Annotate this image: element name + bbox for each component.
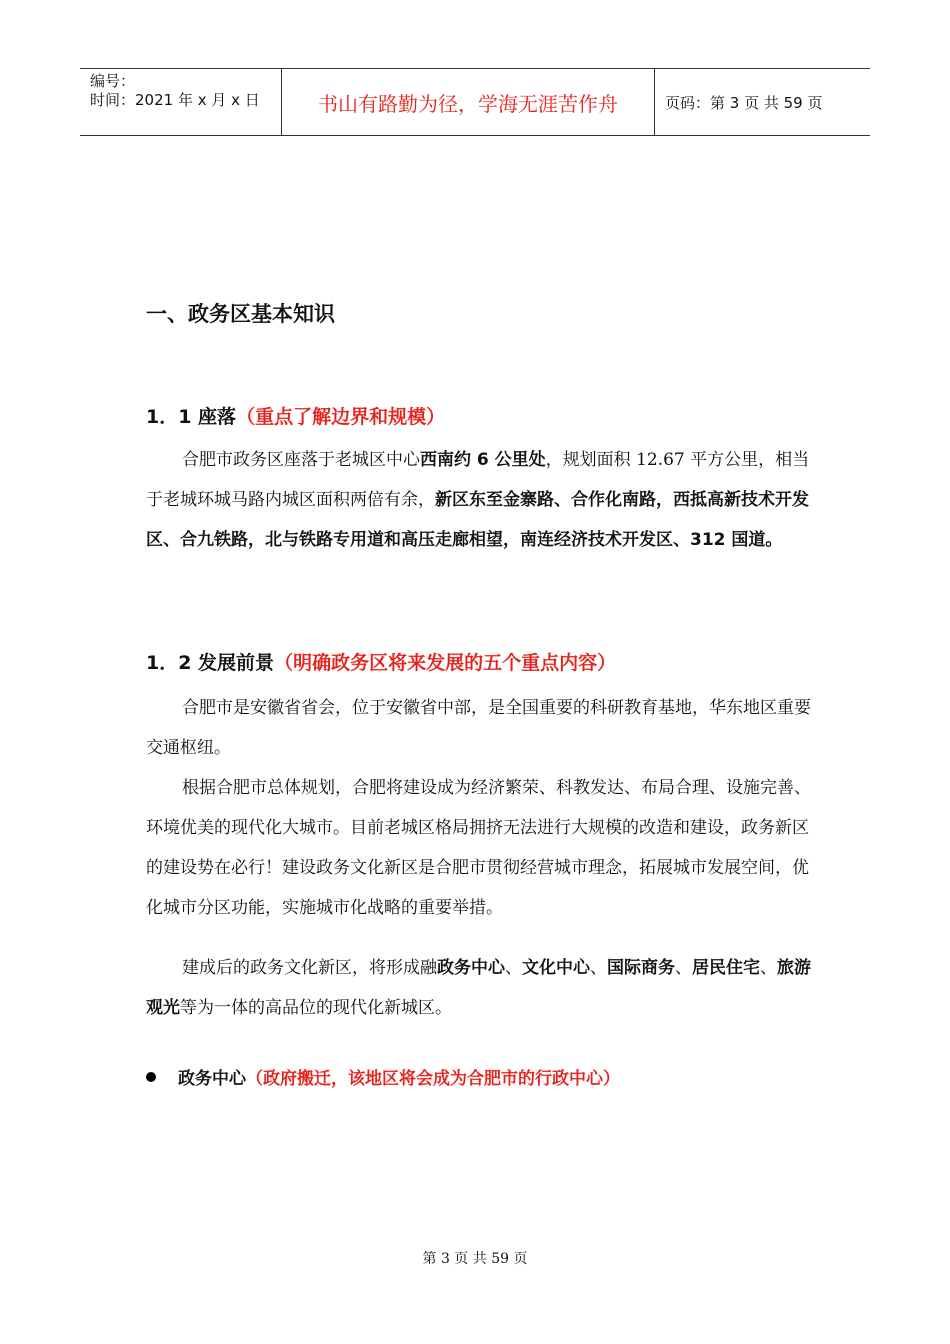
- bullet-dot-icon: [146, 1072, 156, 1082]
- time-label: 时间：2021 年 x 月 x 日: [90, 91, 260, 109]
- paragraph-new-district: 建成后的政务文化新区，将形成融政务中心、文化中心、国际商务、居民住宅、旅游观光等为一体的高品位的现代化新城区。: [146, 958, 811, 1018]
- subsection-number: 1．2 发展前景: [146, 652, 275, 674]
- subsection-heading-prospects: [146, 648, 616, 675]
- bullet-label: 政务中心: [178, 1069, 246, 1089]
- paragraph-intro: 合肥市是安徽省省会，位于安徽省中部，是全国重要的科研教育基地，华东地区重要交通枢纽。: [146, 698, 811, 758]
- header-motto: 书山有路勤为径，学海无涯苦作舟: [282, 69, 655, 135]
- page-header: [80, 68, 870, 136]
- bullet-note: （政府搬迁，该地区将会成为合肥市的行政中心）: [246, 1069, 620, 1089]
- subsection-heading-location: [146, 402, 445, 429]
- subsection-number: 1．1 座落: [146, 406, 237, 428]
- subsection-note: （重点了解边界和规模）: [236, 406, 446, 428]
- page-footer: 第 3 页 共 59 页: [422, 1251, 528, 1267]
- number-label: 编号：: [90, 72, 136, 90]
- bullet-item-admin-center: [146, 1064, 620, 1089]
- section-title: 一、政务区基本知识: [146, 302, 335, 326]
- header-page-info: 页码：第 3 页 共 59 页: [665, 93, 823, 112]
- subsection-note: （明确政务区将来发展的五个重点内容）: [274, 652, 617, 674]
- paragraph-location: 合肥市政务区座落于老城区中心西南约 6 公里处，规划面积 12.67 平方公里，相当于老城环城马路内城区面积两倍有余，新区东至金寨路、合作化南路，西抵高新技术开发区、合九铁路，北与铁路专用道和高压走廊相望，南连经济技术开发区、312 国道。: [146, 450, 810, 550]
- header-meta: [80, 69, 282, 135]
- paragraph-planning: 根据合肥市总体规划，合肥将建设成为经济繁荣、科教发达、布局合理、设施完善、环境优美的现代化大城市。目前老城区格局拥挤无法进行大规模的改造和建设，政务新区的建设势在必行！建设政务文化新区是合肥市贯彻经营城市理念，拓展城市发展空间，优化城市分区功能，实施城市化战略的重要举措。: [146, 778, 811, 918]
